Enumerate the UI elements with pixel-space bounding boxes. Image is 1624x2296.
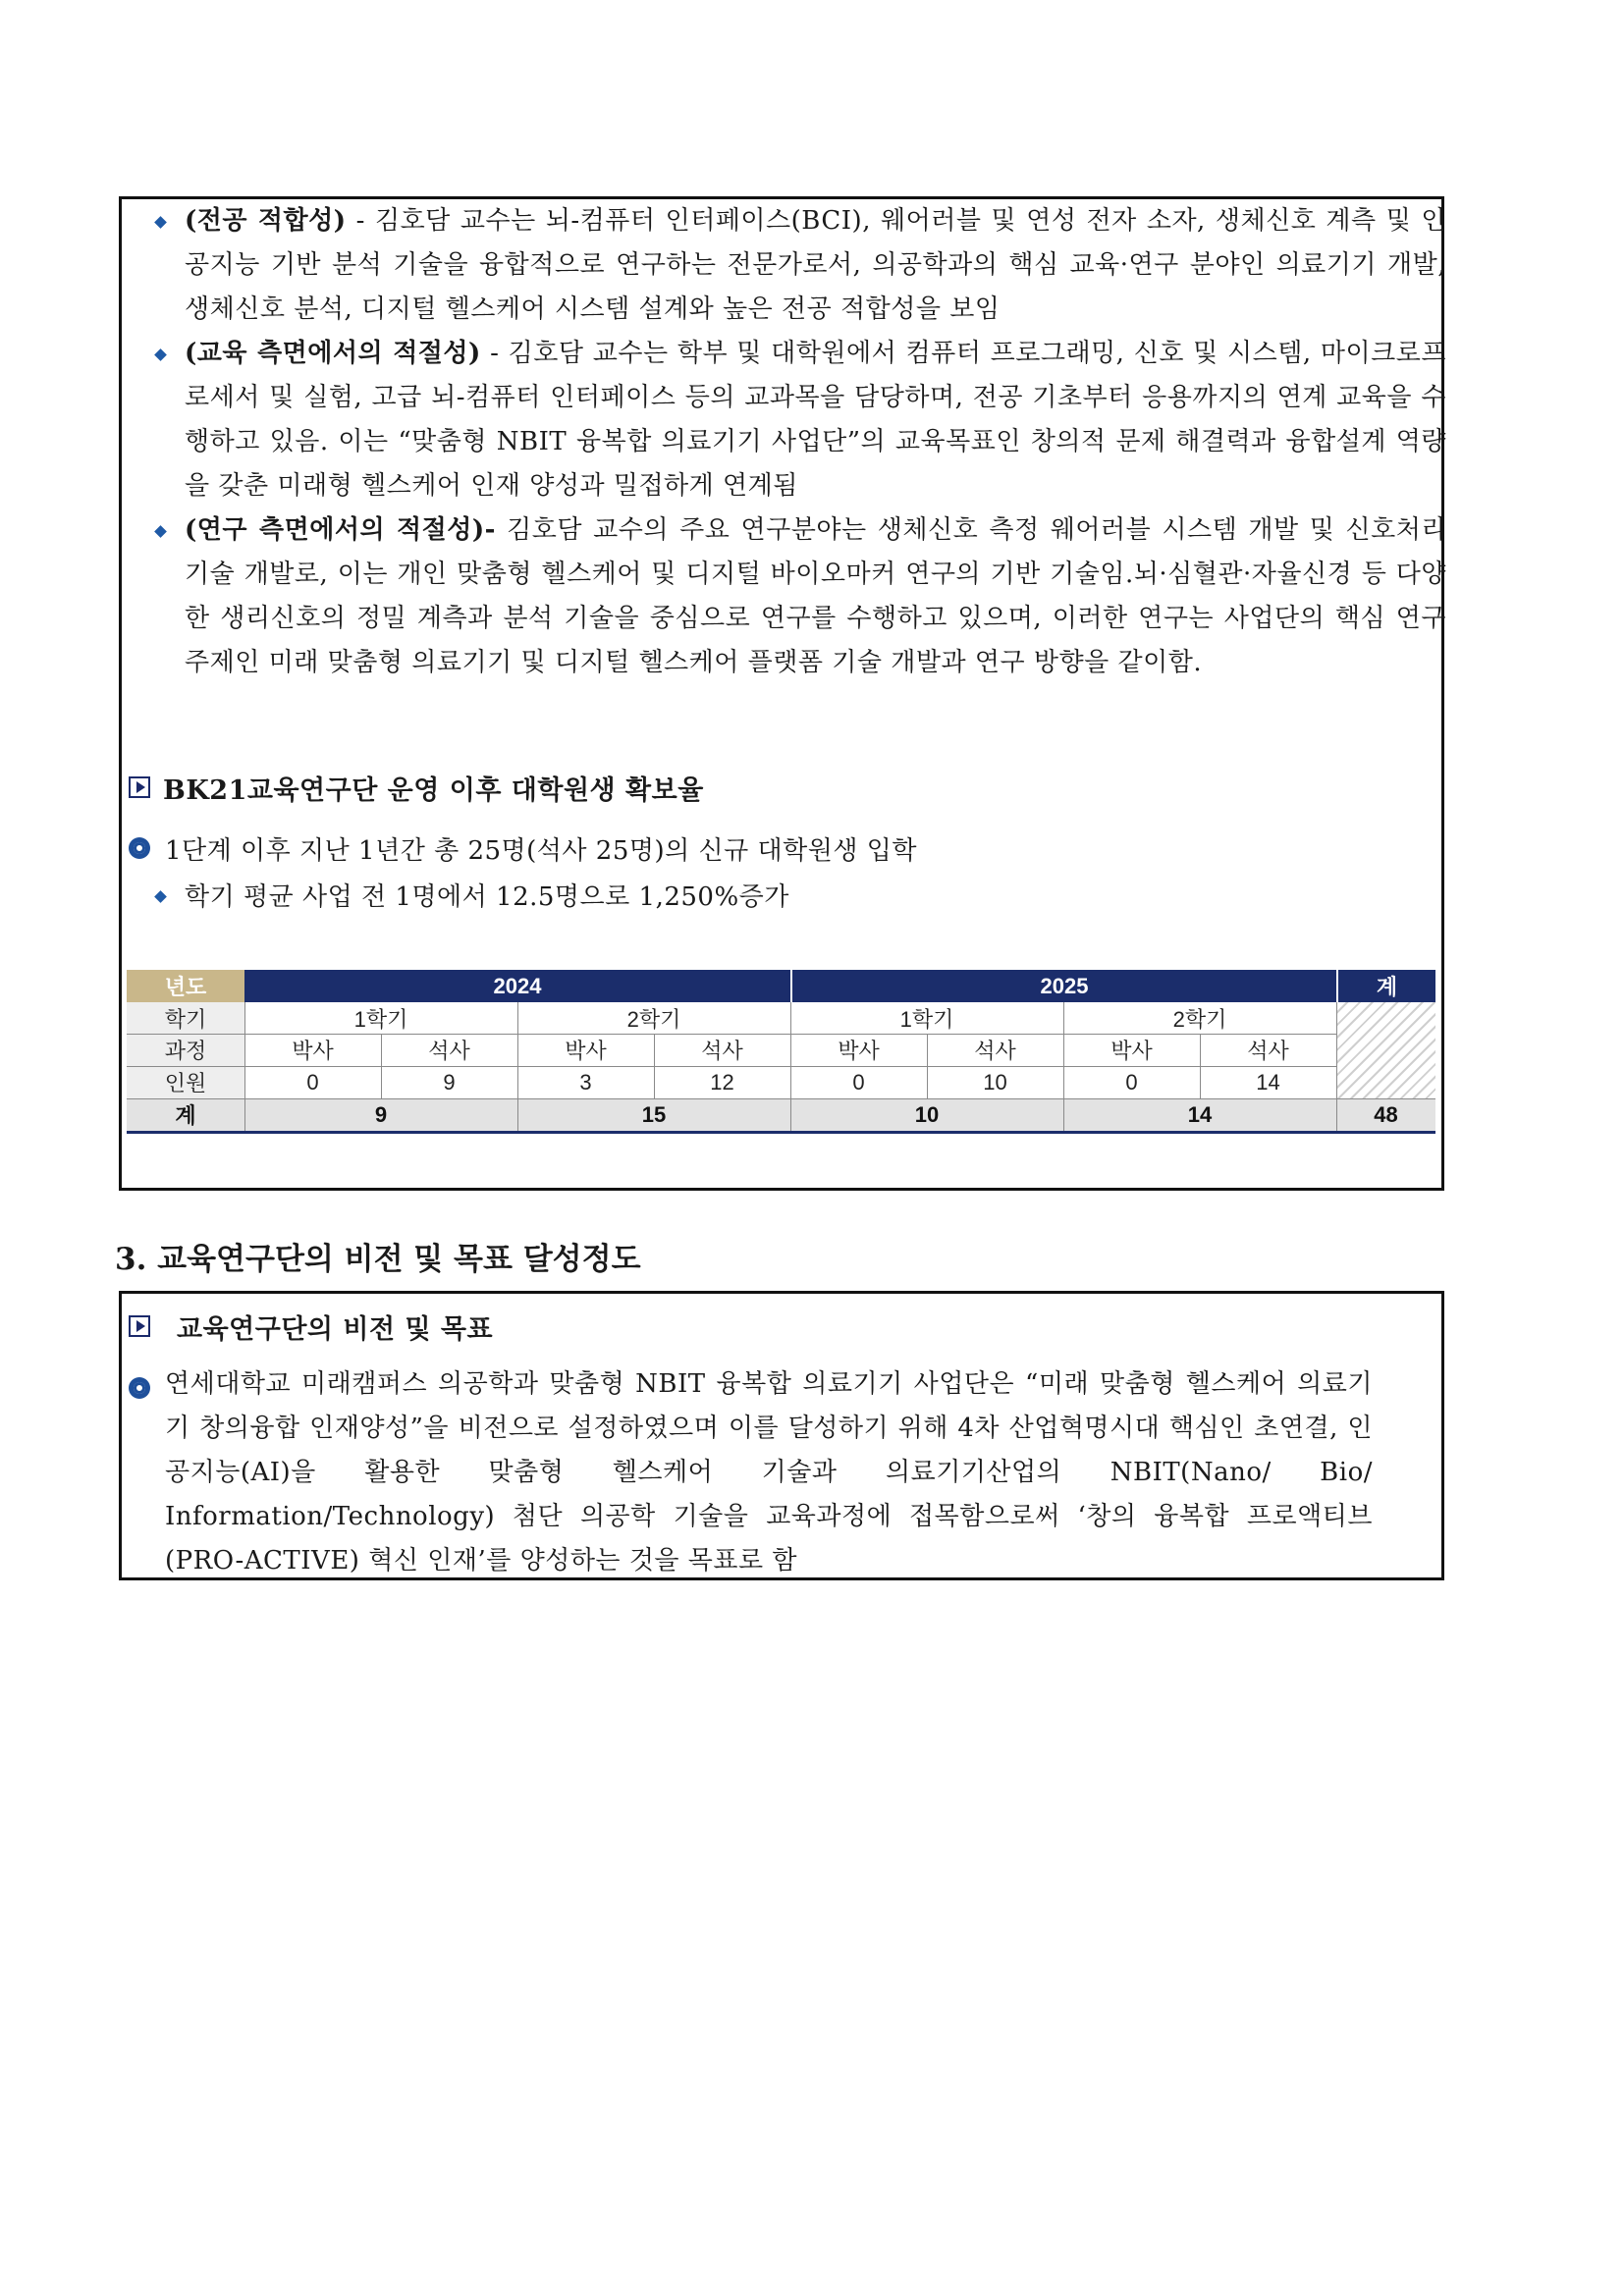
vision-box: [119, 1291, 1444, 1580]
bullet-diamond-icon: [154, 890, 167, 903]
section-arrow-icon: [129, 776, 150, 798]
table-rule: [1063, 1002, 1064, 1131]
bullet-diamond-icon: [154, 348, 167, 361]
sum-label: 계: [127, 1098, 244, 1131]
bullet-text: - 김호담 교수는 학부 및 대학원에서 컴퓨터 프로그래밍, 신호 및 시스템, 마이크로프로세서 및 실험, 고급 뇌-컴퓨터 인터페이스 등의 교과목을 담당하며, 전공 기초부터 응용까지의 연계 교육을 수행하고 있음. 이는 “맞춤형 NBIT 융복합 의료기기 사업단”의 교육목표인 창의적 문제 해결력과 융합설계 역량을 갖춘 미래형 헬스케어 인재 양성과 밀접하게 연계됨: [185, 339, 1446, 501]
course-cell: 박사: [292, 1039, 334, 1063]
people-cell: 12: [710, 1069, 734, 1095]
bullet-major-suitability: [185, 199, 1446, 332]
course-cell: 석사: [1247, 1039, 1289, 1063]
vision-heading: 교육연구단의 비전 및 목표: [177, 1314, 494, 1345]
people-cell: 14: [1256, 1069, 1280, 1095]
table-bottom-rule: [127, 1131, 1435, 1134]
year-2024: 2024: [244, 970, 790, 1002]
table-rule: [127, 1034, 1336, 1035]
table-rule: [127, 1066, 1336, 1067]
course-cell: 박사: [1110, 1039, 1153, 1063]
section-heading: BK21교육연구단 운영 이후 대학원생 확보율: [163, 775, 704, 806]
sum-cell: 10: [790, 1098, 1063, 1131]
bullet-heading: (연구 측면에서의 적절성)-: [185, 515, 496, 545]
people-cell: 0: [852, 1069, 865, 1095]
main-point: 1단계 이후 지난 1년간 총 25명(석사 25명)의 신규 대학원생 입학: [165, 836, 917, 866]
table-rule: [127, 1098, 1435, 1099]
bullet-heading: (전공 적합성): [185, 206, 347, 236]
course-label: 과정: [127, 1034, 244, 1066]
course-cell: 박사: [838, 1039, 880, 1063]
bullet-diamond-icon: [154, 525, 167, 538]
people-cell: 3: [579, 1069, 592, 1095]
bullet-text: - 김호담 교수는 뇌-컴퓨터 인터페이스(BCI), 웨어러블 및 연성 전자 소자, 생체신호 계측 및 인공지능 기반 분석 기술을 융합적으로 연구하는 전문가로서, 의공학과의 핵심 교육·연구 분야인 의료기기 개발, 생체신호 분석, 디지털 헬스케어 시스템 설계와 높은 전공 적합성을 보임: [185, 206, 1446, 324]
sum-cell: 14: [1063, 1098, 1336, 1131]
bullet-text: 김호담 교수의 주요 연구분야는 생체신호 측정 웨어러블 시스템 개발 및 신호처리 기술 개발로, 이는 개인 맞춤형 헬스케어 및 디지털 바이오마커 연구의 기반 기술임.뇌·심혈관·자율신경 등 다양한 생리신호의 정밀 계측과 분석 기술을 중심으로 연구를 수행하고 있으며, 이러한 연구는 사업단의 핵심 연구 주제인 미래 맞춤형 의료기기 및 디지털 헬스케어 플랫폼 기술 개발과 연구 방향을 같이함.: [185, 515, 1446, 677]
year-2025: 2025: [790, 970, 1336, 1002]
table-rule: [654, 1034, 655, 1098]
semester-cell: 1학기: [899, 1006, 954, 1032]
bullet-research-suitability: [185, 508, 1446, 685]
bullet-diamond-icon: [154, 216, 167, 229]
table-rule: [790, 1002, 791, 1131]
sum-cell: 15: [517, 1098, 790, 1131]
table-rule: [1200, 1034, 1201, 1098]
table-rule: [244, 1002, 245, 1131]
people-cell: 0: [1125, 1069, 1138, 1095]
total-hatched-cell: [1336, 1002, 1435, 1098]
table-rule: [517, 1002, 518, 1131]
total-header: 계: [1336, 970, 1435, 1002]
course-cell: 석사: [428, 1039, 470, 1063]
sub-point: 학기 평균 사업 전 1명에서 12.5명으로 1,250%증가: [185, 882, 789, 912]
semester-cell: 2학기: [626, 1006, 681, 1032]
table-rule: [927, 1034, 928, 1098]
bullet-heading: (교육 측면에서의 적절성): [185, 339, 481, 368]
section-arrow-icon: [129, 1315, 150, 1337]
circle-bullet-icon: [129, 837, 150, 859]
section-3-title: 3. 교육연구단의 비전 및 목표 달성정도: [115, 1242, 641, 1277]
semester-cell: 1학기: [353, 1006, 408, 1032]
table-rule: [381, 1034, 382, 1098]
circle-bullet-icon: [129, 1377, 150, 1399]
course-cell: 박사: [565, 1039, 607, 1063]
semester-cell: 2학기: [1172, 1006, 1227, 1032]
year-label: 년도: [127, 970, 244, 1002]
sum-cell: 9: [244, 1098, 517, 1131]
vision-paragraph: 연세대학교 미래캠퍼스 의공학과 맞춤형 NBIT 융복합 의료기기 사업단은 “미래 맞춤형 헬스케어 의료기기 창의융합 인재양성”을 비전으로 설정하였으며 이를 달성하기 위해 4차 산업혁명시대 핵심인 초연결, 인공지능(AI)을 활용한 맞춤형 헬스케어 기술과 의료기기산업의 NBIT(Nano/ Bio/ Information/Technology) 첨단 의공학 기술을 교육과정에 접목함으로써 ‘창의 융복합 프로액티브(PRO-ACTIVE) 혁신 인재’를 양성하는 것을 목표로 함: [165, 1369, 1373, 1575]
people-label: 인원: [127, 1066, 244, 1098]
bullet-education-suitability: [185, 332, 1446, 508]
grand-total-cell: 48: [1336, 1098, 1435, 1131]
people-cell: 0: [306, 1069, 319, 1095]
course-cell: 석사: [701, 1039, 743, 1063]
table-rule: [1336, 1002, 1337, 1131]
people-cell: 9: [443, 1069, 456, 1095]
semester-label: 학기: [127, 1002, 244, 1034]
course-cell: 석사: [974, 1039, 1016, 1063]
people-cell: 10: [983, 1069, 1007, 1095]
